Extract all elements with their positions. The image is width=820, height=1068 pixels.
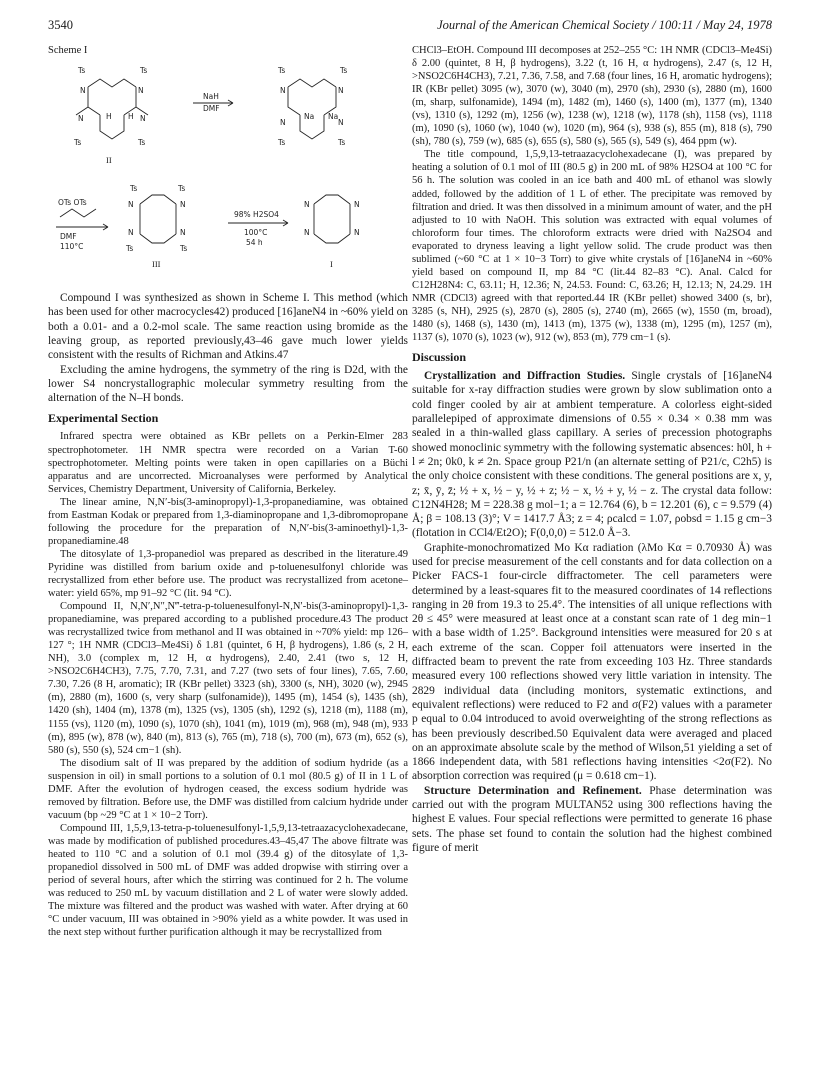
Na-sub-8: Ts [278,138,286,148]
intro-paragraph-1: Compound I was synthesized as shown in Scheme I. This method (which has been used for other macrocycles42) produced [16]aneN4 in ~60% yield on both a 0.01- and a 0.2-mol scale. The same reaction using bromide as the leaving group, as reported previously,43–46 gave much lower yields consistent with the results of Richman and Atkins.47 [48,292,408,362]
I-sub-2: N [304,228,310,238]
cond1-dmf: DMF [60,232,77,242]
Na-sub-9: Ts [338,138,346,148]
structure-runin: Structure Determination and Refinement. [424,784,642,797]
left-column [48,44,408,939]
III-sub-0: Ts [130,184,138,194]
I-sub-1: N [354,200,360,210]
III-sub-5: N [180,228,186,238]
cond2-acid: 98% H2SO4 [234,210,279,220]
discussion-paragraph-2: Graphite-monochromatized Mo Kα radiation (λMo Kα = 0.70930 Å) was used for precise measurement of the cell constants and for data collection on a Picker FACS-1 four-circle diffractometer. The cell parameters were determined by a least-squares fit to the measured coordinates of 14 reflections ranging in 2θ from 19.3 to 25.4°. The intensities of all unique reflections with 2θ ≤ 45° were measured at least once at a constant scan rate of 1 deg min−1 with a base width of 1.25°. Background intensities were measured for 20 s at each extreme of the scan. Copper foil attenuators were inserted in the diffracted beam to prevent the rate from exceeding 103 Hz. Three standards measured every 100 reflections showed very little variation in intensity. The 2829 individual data (including monitors, systematic extinctions, and equivalent reflections) were reduced to F2 and σ(F2) values with a parameter p equal to 0.04 introduced to avoid overweighting of the strong reflections as has been previously described.50 Equivalent data were averaged and placed on an approximate absolute scale by the method of Wilson,51 yielding a set of 1866 independent data, with 581 reflections having intensities <2σ(F2). No absorption correction was required (μ = 0.618 cm−1). [412,541,772,783]
Na-sub-6: N [280,118,286,128]
III-sub-6: Ts [126,244,134,254]
compound-I-structure [314,195,350,243]
reagent-nah: NaH [203,92,219,102]
II-sub-6: N [78,114,84,124]
II-sub-4: H [106,112,112,122]
discussion-paragraph-1 [412,369,772,541]
exp-paragraph-6: Compound III, 1,5,9,13-tetra-p-toluenesulfonyl-1,5,9,13-tetraazacyclohexadecane, was made by modification of published procedures.43–45,47 The above filtrate was heated to 110 °C and a solution of 0.1 mol (39.4 g) of the ditosylate of 1,3-propanediol dissolved in 500 mL of DMF was added dropwise with stirring over a period of several hours, after which the stirring was continued for 2 h. The volume was reduced to 250 mL by vacuum distillation and 2 L of water were slowly added. The mixture was filtered and the product was washed with water. After drying at 60 °C under vacuum, III was obtained in >90% yield as a white powder. It was used in the next step without further purification although it may be recrystallized from [48,822,408,939]
exp-paragraph-5: The disodium salt of II was prepared by the addition of sodium hydride (as a suspension in oil) in small portions to a solution of 0.1 mol (80.5 g) of II in 1 L of DMF. After the evolution of hydrogen ceased, the excess sodium hydride was removed by filtration. Before use, the DMF was distilled from calcium hydride under vacuum (bp ~29 °C at 1 × 10−2 Torr). [48,757,408,821]
I-sub-3: N [354,228,360,238]
exp-paragraph-1: Infrared spectra were obtained as KBr pellets on a Perkin-Elmer 283 spectrophotometer. 1H NMR spectra were recorded on a Varian T-60 spectrophotometer. Melting points were taken in open capillaries on a Büchi apparatus and are uncorrected. Microanalyses were performed by Analytical Services, Chemistry Department, University of California, Berkeley. [48,431,408,495]
exp-paragraph-4: Compound II, N,N′,N″,N‴-tetra-p-toluenesulfonyl-N,N′-bis(3-aminopropyl)-1,3-propanediamine, was prepared according to a published procedure.43 The product was recrystallized twice from methanol and II was obtained in ~70% yield: mp 126–127 °; 1H NMR (CDCl3–Me4Si) δ 1.81 (quintet, 6 H, β hydrogens), 1.86 (s, 2 H, NH), 3.0 (complex m, 12 H, α hydrogens), 2.40, 2.41 (two s, 12 H, >NSO2C6H4CH3), 7.75, 7.70, 7.31, and 7.27 (two sets of four lines), 7.65, 7.60, 7.30, 7.26 (8 H, aromatic); IR (KBr pellet) 3323 (sh), 3300 (s, NH), 3020 (w), 2945 (m), 2880 (m), 1600 (s, very sharp (sulfonamide)), 1495 (m), 1454 (s), 1435 (sh), 1420 (sh), 1404 (m), 1378 (m), 1325 (vs), 1305 (sh), 1292 (s), 1218 (m), 1188 (m), 1155 (vs), 1120 (m), 1090 (s), 1070 (sh), 1041 (m), 1019 (m), 968 (m), 948 (m), 933 (m), 895 (w), 878 (w), 840 (m), 813 (s), 765 (m), 718 (s), 700 (m), 673 (m), 652 (s), 580 (s), 550 (s), 524 cm−1 (sh). [48,601,408,756]
III-sub-2: N [128,200,134,210]
III-sub-1: Ts [178,184,186,194]
disodium-salt-structure [288,79,339,139]
cond2-temp: 100°C [244,228,268,238]
ditosylate-structure [60,209,96,217]
II-sub-9: Ts [138,138,146,148]
II-sub-5: H [128,112,134,122]
scheme-drawing [48,59,408,281]
page-number: 3540 [48,18,73,32]
structure-text: Phase determination was carried out with the program MULTAN52 using 300 reflections having the highest E values. Four special reflections were permitted to generate 16 phase sets. The phase set found to contain the solution had the highest combined figure of merit [412,784,772,854]
I-sub-0: N [304,200,310,210]
Na-sub-1: Ts [340,66,348,76]
III-sub-7: Ts [180,244,188,254]
Na-sub-0: Ts [278,66,286,76]
scheme-title: Scheme I [48,45,88,56]
exp-paragraph-2: The linear amine, N,N′-bis(3-aminopropyl)-1,3-propanediamine, was obtained from Eastman Kodak or prepared from 1,3-diaminopropane and 1,3-dibromopropane following the procedure for the preparation of N,N′-bis(3-aminoethyl)-1,3-propanediamine.48 [48,496,408,547]
II-sub-7: N [140,114,146,124]
cond2-time: 54 h [246,238,263,248]
II-sub-8: Ts [74,138,82,148]
compound-II-label: II [106,155,112,166]
Na-sub-3: N [338,86,344,96]
right-column [412,44,772,855]
experimental-heading: Experimental Section [48,411,159,426]
II-sub-0: Ts [78,66,86,76]
reagent-dmf: DMF [203,104,220,114]
II-sub-3: N [138,86,144,96]
exp-paragraph-3: The ditosylate of 1,3-propanediol was prepared as described in the literature.49 Pyridine was distilled from barium oxide and p-toluenesulfonyl chloride was recrystallized from ether before use. The product was recrystallized from acetone–water: yield 65%, mp 91–92 °C (lit. 94 °C). [48,548,408,600]
ditosylate-label: OTs OTs [58,198,87,208]
Na-sub-2: N [280,86,286,96]
crystallization-runin: Crystallization and Diffraction Studies. [424,370,626,383]
compound-I-label: I [330,259,333,270]
journal-citation: Journal of the American Chemical Society / 100:11 / May 24, 1978 [437,18,772,32]
exp-continuation-1: CHCl3–EtOH. Compound III decomposes at 252–255 °C: 1H NMR (CDCl3–Me4Si) δ 2.00 (quintet, 8 H, β hydrogens), 3.22 (t, 16 H, α hydrogens), 2.47 (s, 12 H, >NSO2C6H4CH3), 7.21, 7.36, 7.58, and 7.68 (four lines, 16 H, aromatic hydrogens); IR (KBr pellet) 3095 (w), 3070 (w), 3040 (m), 2970 (sh), 2930 (s), 2880 (m), 1600 (m, sharp, sulfonamide), 1494 (m), 1482 (m), 1460 (s), 1400 (m), 1377 (m), 1340 (vs), 1310 (s), 1292 (m), 1256 (w), 1238 (w), 1218 (w), 1178 (sh), 1158 (vs), 1118 (m), 1090 (s), 1060 (w), 1040 (w), 1020 (m), 964 (s), 938 (s), 855 (m), 818 (s), 790 (sh), 780 (s), 759 (w), 685 (s), 655 (s), 580 (s), 565 (s), 549 (s), 464 ppm (w). [412,45,772,148]
Na-sub-7: N [338,118,344,128]
exp-continuation-2: The title compound, 1,5,9,13-tetraazacyclohexadecane (I), was prepared by heating a solution of 0.1 mol of III (80.5 g) in 200 mL of 98% H2SO4 at 100 °C for 56 h. The solution was cooled in an ice bath and 400 mL of ethanol was slowly added, followed by the addition of 1 L of ether. The precipitate was removed by filtration and dried. It was then dissolved in a minimum amount of water, and the pH adjusted to 10 with NaOH. This solution was extracted with equal volumes of chloroform four times. The chloroform extracts were dried with Na2SO4 and evaporated to dryness leaving a light yellow solid. The crude product was then sublimed (~60 °C at 1 × 10−3 Torr) to give white crystals of [16]aneN4 in ~60% yield based on compound II, mp 84 °C (lit.44 82–83 °C). Anal. Calcd for C12H28N4: C, 63.11; H, 12.36; N, 24.53. Found: C, 63.26; H, 12.13; N, 24.29. 1H NMR (CDCl3) agreed with that reported.44 IR (KBr pellet) showed 3400 (s, br), 3285 (s, NH), 2925 (s), 2870 (s), 2805 (s), 2740 (m), 2665 (w), 1550 (m, broad), 1480 (s), 1468 (s), 1430 (m), 1413 (m), 1375 (w), 1338 (m), 1295 (m), 1257 (m), 1137 (s), 1070 (s), 1023 (w), 912 (w), 853 (m), 779 cm−1 (s). [412,149,772,344]
III-sub-3: N [180,200,186,210]
III-sub-4: N [128,228,134,238]
intro-paragraph-2: Excluding the amine hydrogens, the symmetry of the ring is D2d, with the lower S4 noncrystallographic molecular symmetry resulting from the alternation of the N–H bonds. [48,363,408,405]
page-header [48,18,772,36]
crystallization-text: Single crystals of [16]aneN4 suitable for x-ray diffraction studies were grown by slow sublimation onto a cold finger cooled by air at ambient temperature. A colorless eight-sided parallelepiped of approximate dimensions of 0.55 × 0.34 × 0.38 mm was sealed in a thin-walled glass capillary. A series of precession photographs showed monoclinic symmetry with the following systematic absences: h0l, h + l ≠ 2n; 0k0, k ≠ 2n. Space group P21/n (an alternate setting of P21/c, C2h5) is the only choice consistent with these conditions. The general positions are x, y, z; x̄, ȳ, z̄; ½ + x, ½ − y, ½ + z; ½ − x, ½ + y, ½ − z. The crystal data follow: C12N4H28; M = 228.38 g mol−1; a = 12.764 (6), b = 12.201 (6), c = 9.579 (4) Å; β = 108.13 (3)°; V = 1417.7 Å3; z = 4; ρcalcd = 1.07, ρobsd = 1.15 g cm−3 (flotation in CCl4/Et2O); F(0,0,0) = 512.0 Å−3. [412,370,772,540]
scheme-figure [48,59,408,281]
II-sub-2: N [80,86,86,96]
discussion-heading: Discussion [412,350,467,365]
discussion-paragraph-3 [412,784,772,855]
compound-III-structure [140,195,176,243]
compound-III-label: III [152,259,161,270]
Na-sub-5: Na [328,112,339,122]
II-sub-1: Ts [140,66,148,76]
Na-sub-4: Na [304,112,315,122]
cond1-temp: 110°C [60,242,84,252]
